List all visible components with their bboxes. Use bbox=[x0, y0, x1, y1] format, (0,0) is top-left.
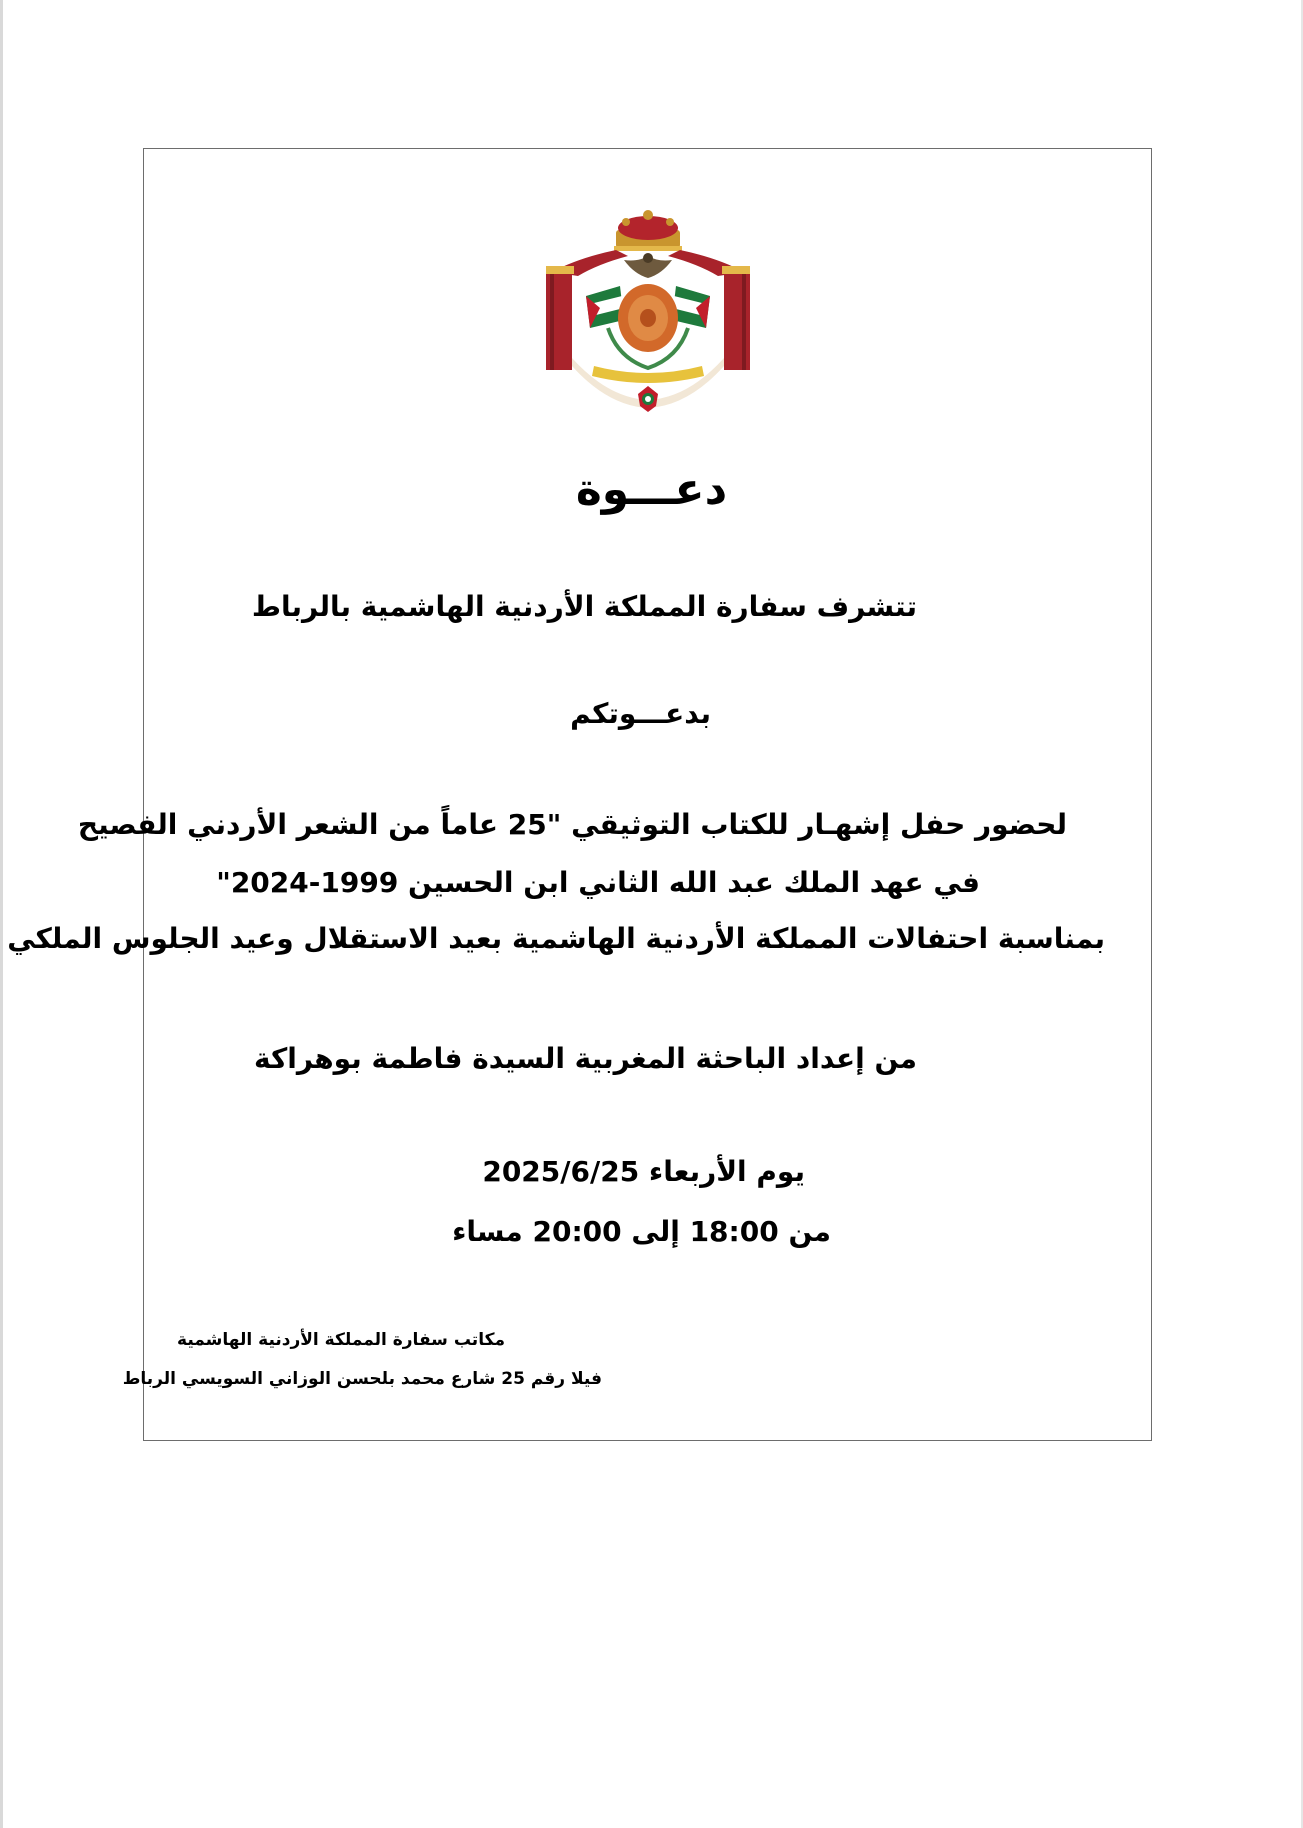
invitation-title: دعـــوة bbox=[575, 464, 728, 515]
event-line-2: في عهد الملك عبد الله الثاني ابن الحسين 1999-2024" bbox=[216, 866, 980, 899]
time-line: من 18:00 إلى 20:00 مساء bbox=[452, 1215, 831, 1248]
occasion-line: بمناسبة احتفالات المملكة الأردنية الهاشمية بعيد الاستقلال وعيد الجلوس الملكي bbox=[7, 922, 1105, 955]
crown-icon bbox=[614, 210, 682, 251]
eagle-icon bbox=[624, 253, 672, 278]
event-line-1: لحضور حفل إشهـار للكتاب التوثيقي "25 عاماً من الشعر الأردني الفصيح bbox=[77, 808, 1067, 841]
host-line: تتشرف سفارة المملكة الأردنية الهاشمية بالرباط bbox=[251, 590, 917, 623]
shield-icon bbox=[618, 284, 678, 352]
invite-line: بدعـــوتكم bbox=[570, 697, 711, 730]
coat-of-arms-emblem bbox=[538, 208, 758, 413]
venue-line-1: مكاتب سفارة المملكة الأردنية الهاشمية bbox=[177, 1330, 505, 1350]
page-edge-left bbox=[0, 0, 3, 1828]
medal-icon bbox=[638, 386, 658, 412]
author-line: من إعداد الباحثة المغربية السيدة فاطمة بوهراكة bbox=[253, 1042, 917, 1075]
date-line: يوم الأربعاء 2025/6/25 bbox=[482, 1155, 805, 1188]
venue-line-2: فيلا رقم 25 شارع محمد بلحسن الوزاني السويسي الرباط bbox=[122, 1369, 602, 1389]
